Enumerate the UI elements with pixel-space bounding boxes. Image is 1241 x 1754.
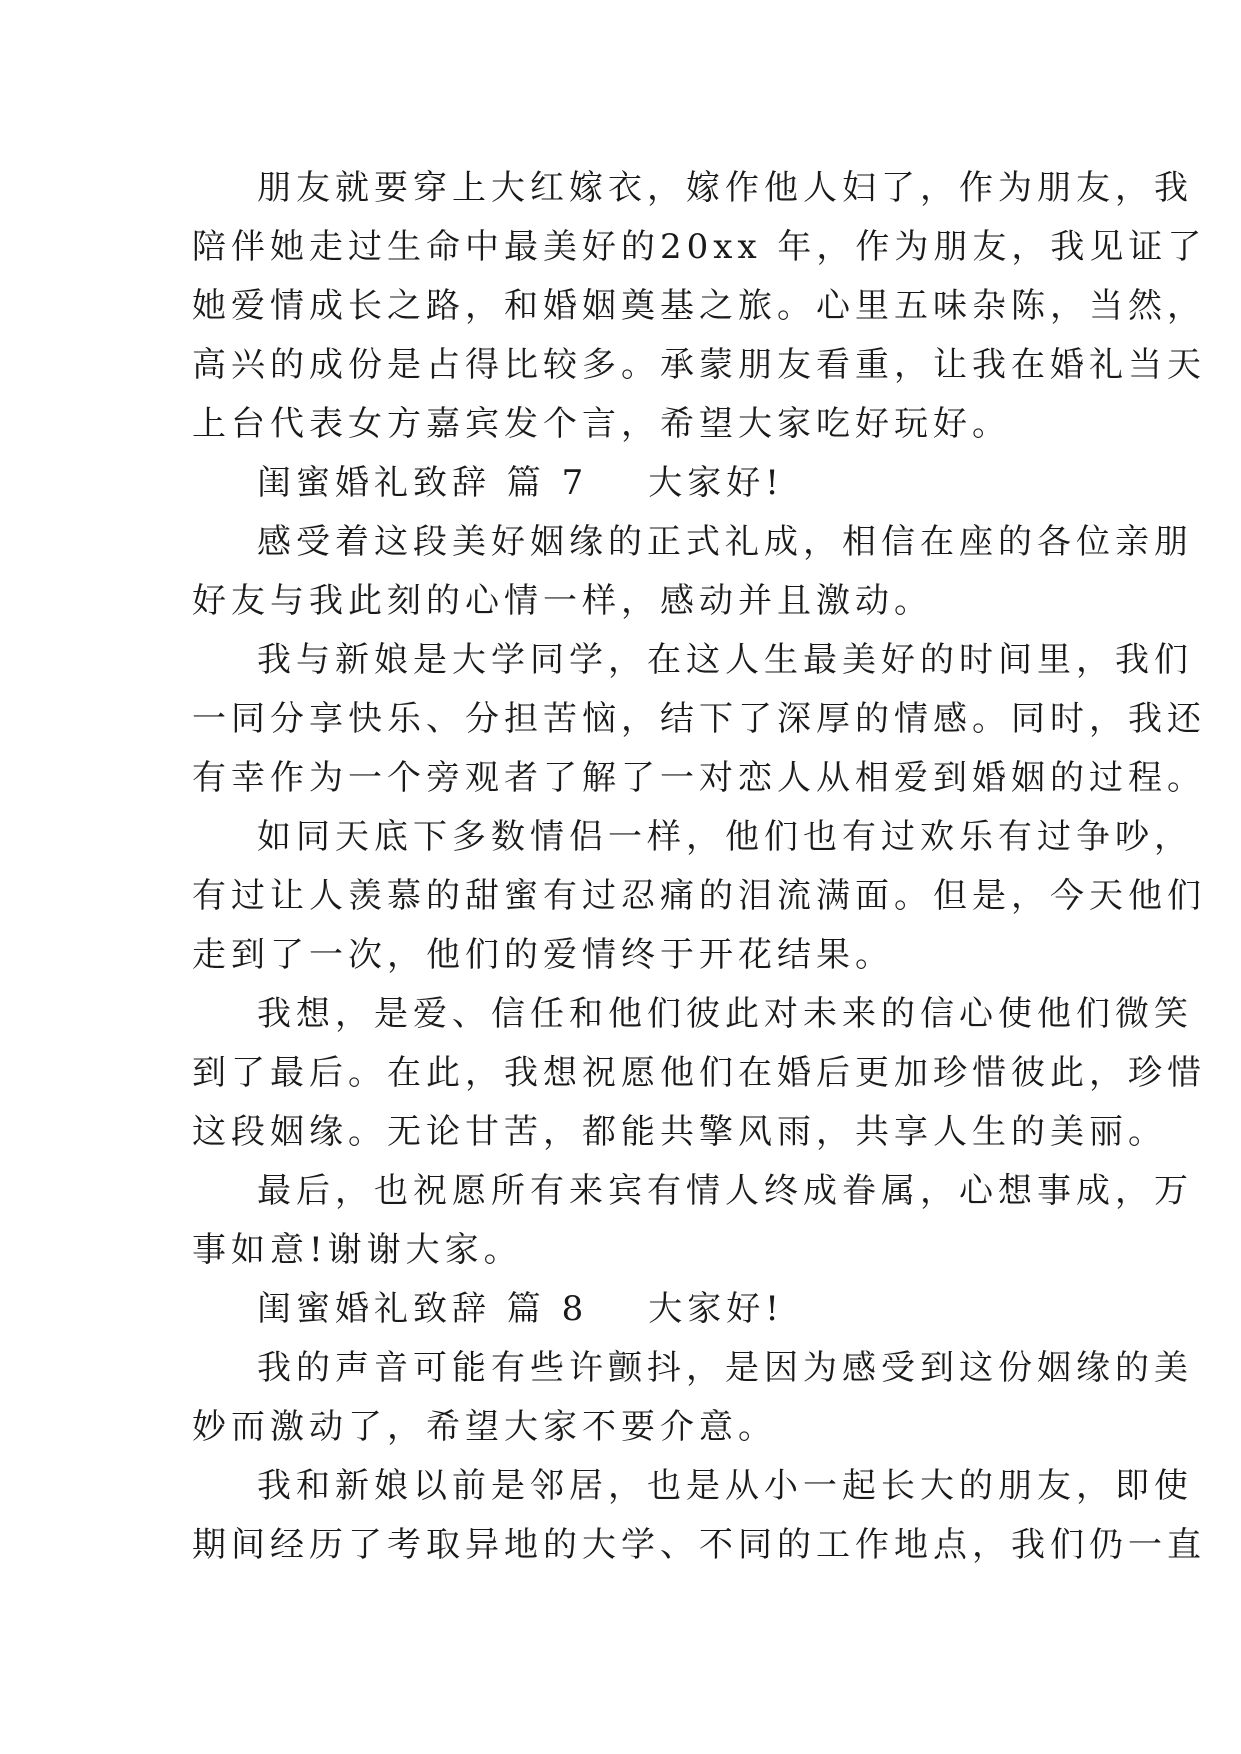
paragraph-line: 有过让人羡慕的甜蜜有过忍痛的泪流满面。但是，今天他们 [192, 876, 1206, 916]
paragraph-line: 我的声音可能有些许颤抖，是因为感受到这份姻缘的美 [257, 1348, 1193, 1388]
paragraph-line: 如同天底下多数情侣一样，他们也有过欢乐有过争吵， [257, 817, 1193, 857]
paragraph-line: 好友与我此刻的心情一样，感动并且激动。 [192, 581, 933, 621]
paragraph-line: 妙而激动了，希望大家不要介意。 [192, 1407, 777, 1447]
paragraph-line: 高兴的成份是占得比较多。承蒙朋友看重，让我在婚礼当天 [192, 345, 1206, 385]
paragraph-line: 我想，是爱、信任和他们彼此对未来的信心使他们微笑 [257, 994, 1193, 1034]
paragraph-line: 期间经历了考取异地的大学、不同的工作地点，我们仍一直 [192, 1525, 1206, 1565]
section-heading-8 [257, 1278, 1137, 1340]
section-title: 闺蜜婚礼致辞 篇 7 [257, 463, 589, 503]
paragraph-line: 她爱情成长之路，和婚姻奠基之旅。心里五味杂陈，当然， [192, 286, 1206, 326]
paragraph-line: 我与新娘是大学同学，在这人生最美好的时间里，我们 [257, 640, 1193, 680]
paragraph-line: 上台代表女方嘉宾发个言，希望大家吃好玩好。 [192, 404, 1011, 444]
paragraph-line: 最后，也祝愿所有来宾有情人终成眷属，心想事成，万 [257, 1171, 1193, 1211]
greeting: 大家好! [648, 463, 784, 503]
paragraph-line: 走到了一次，他们的爱情终于开花结果。 [192, 935, 894, 975]
section-heading-7 [257, 452, 1137, 514]
paragraph-line: 感受着这段美好姻缘的正式礼成，相信在座的各位亲朋 [257, 522, 1193, 562]
paragraph-line: 我和新娘以前是邻居，也是从小一起长大的朋友，即使 [257, 1466, 1193, 1506]
paragraph-line: 陪伴她走过生命中最美好的20xx 年，作为朋友，我见证了 [192, 227, 1207, 267]
section-title: 闺蜜婚礼致辞 篇 8 [257, 1289, 589, 1329]
paragraph-line: 事如意!谢谢大家。 [192, 1230, 523, 1270]
paragraph-line: 朋友就要穿上大红嫁衣，嫁作他人妇了，作为朋友，我 [257, 168, 1193, 208]
greeting: 大家好! [648, 1289, 784, 1329]
paragraph-line: 这段姻缘。无论甘苦，都能共擎风雨，共享人生的美丽。 [192, 1112, 1167, 1152]
paragraph-line: 有幸作为一个旁观者了解了一对恋人从相爱到婚姻的过程。 [192, 758, 1206, 798]
paragraph-line: 到了最后。在此，我想祝愿他们在婚后更加珍惜彼此，珍惜 [192, 1053, 1206, 1093]
paragraph-line: 一同分享快乐、分担苦恼，结下了深厚的情感。同时，我还 [192, 699, 1206, 739]
